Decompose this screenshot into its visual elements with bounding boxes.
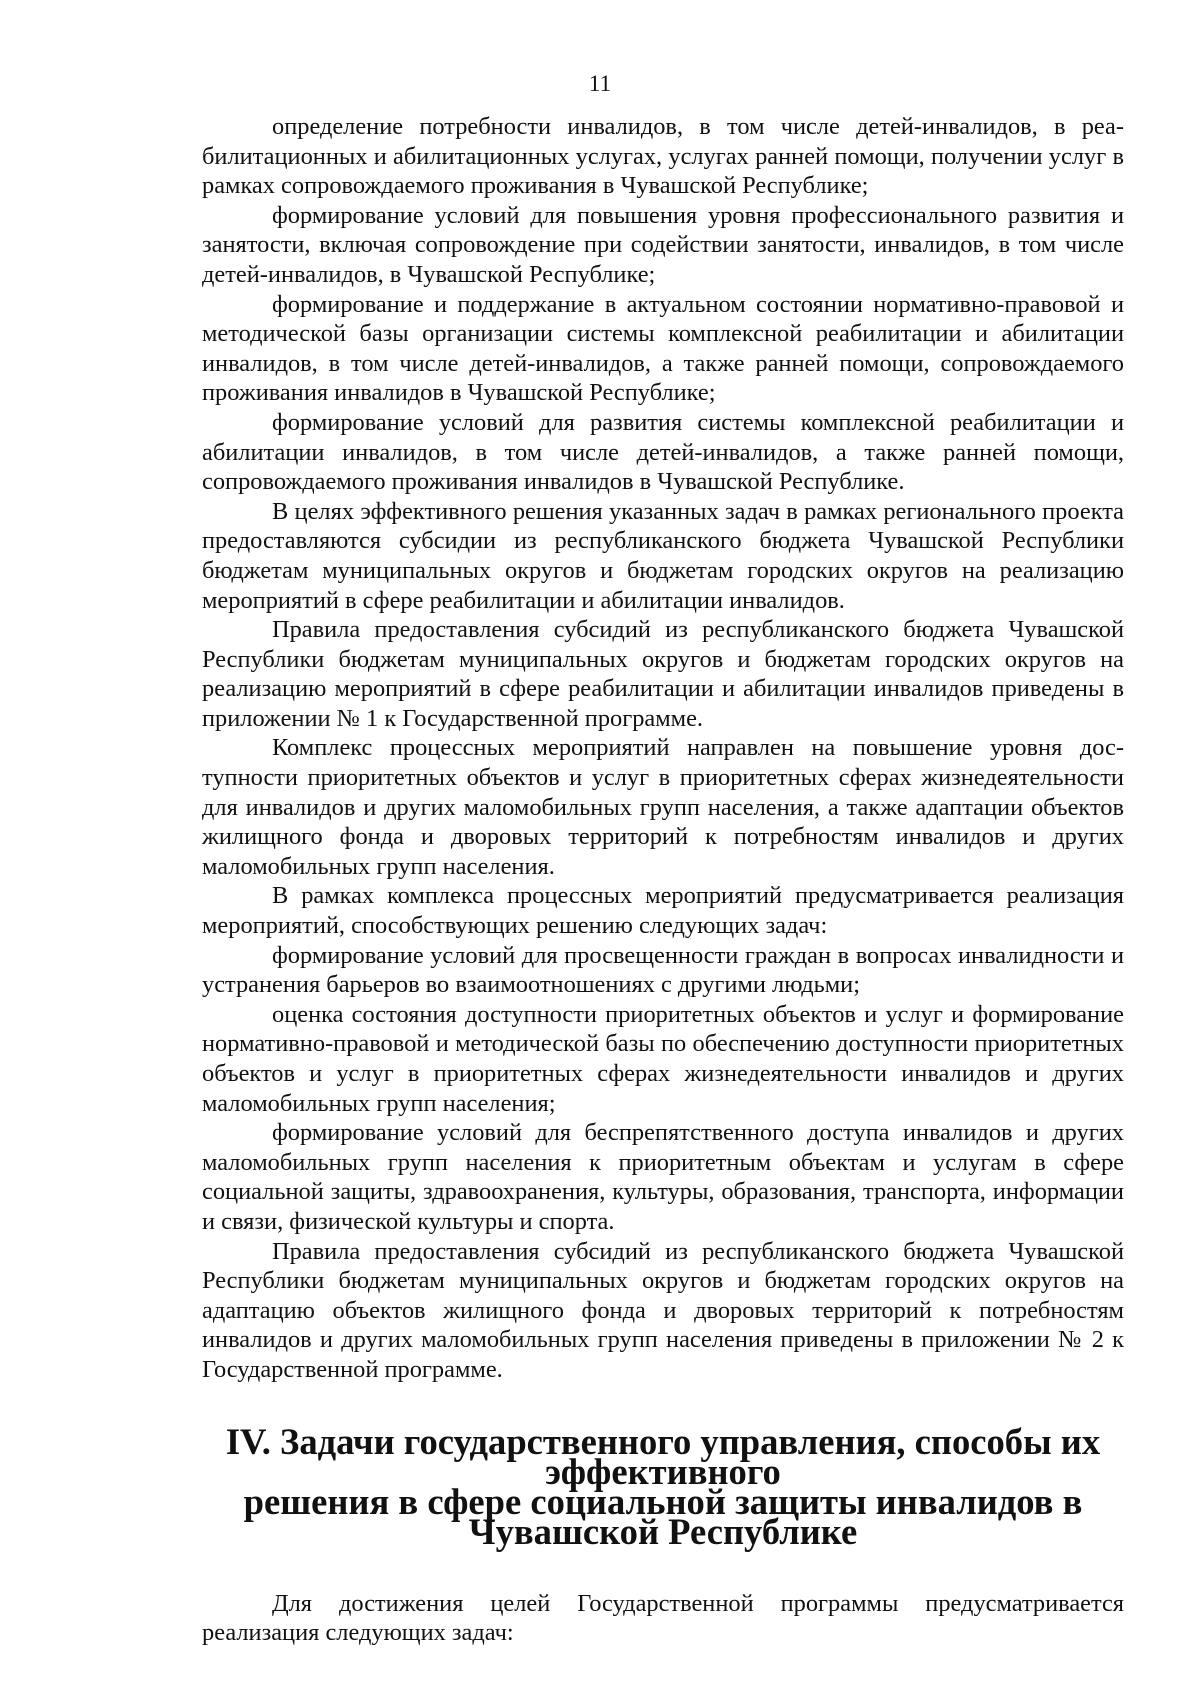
paragraph: формирование условий для беспрепятственного доступа инвалидов и других маломобильных групп населения к приоритетным объектам и услугам в сфере социальной защиты, здравоохранения, культуры, образования, транспорта, информации и связи, физической культуры и спорта. [202, 1119, 1124, 1235]
paragraph: Правила предоставления субсидий из республиканского бюджета Чувашской Республики бюджетам муниципальных округов и бюджетам городских округов на реализацию мероприятий в сфере реабилитации и абилитации инвалидов приведены в приложении № 1 к Государственной программе. [202, 616, 1124, 732]
paragraph: оценка состояния доступности приоритетных объектов и услуг и формирование нормативно-правовой и методической базы по обеспечению доступности приоритетных объектов и услуг в приоритетных сферах жизнедеятельности инвалидов и других маломобильных групп населения; [202, 1000, 1124, 1117]
paragraph: Комплекс процессных мероприятий направлен на повышение уровня доступности приоритетных объектов и услуг в приоритетных сферах жизнедеятельности для инвалидов и других маломобильных групп населения, а также адаптации объектов жилищного фонда и дворовых территорий к потребностям инвалидов и других маломобильных групп населения. [202, 734, 1124, 880]
document-body [202, 112, 1124, 1648]
paragraph: формирование условий для повышения уровня профессионального развития и занятости, включая сопровождение при содействии занятости, инвалидов, в том числе детей-инвалидов, в Чувашской Республике; [202, 201, 1124, 288]
paragraph: Правила предоставления субсидий из республиканского бюджета Чувашской Республики бюджетам муниципальных округов и бюджетам городских округов на адаптацию объектов жилищного фонда и дворовых территорий к потребностям инвалидов и других маломобильных групп населения приведены в приложении № 2 к Государственной программе. [202, 1237, 1124, 1383]
section-heading-line: решения в сфере социальной защиты инвалидов в Чувашской Республике [243, 1480, 1083, 1552]
paragraph: В рамках комплекса процессных мероприятий предусматривается реализация мероприятий, способствующих решению следующих задач: [202, 882, 1124, 940]
paragraph: определение потребности инвалидов, в том числе детей-инвалидов, в реабилитационных и абилитационных услугах, услугах ранней помощи, получении услуг в рамках сопровождаемого проживания в Чувашской Республике; [202, 113, 1124, 200]
paragraph: формирование условий для просвещенности граждан в вопросах инвалидности и устранения барьеров во взаимоотношениях с другими людьми; [202, 941, 1124, 999]
paragraph: Для достижения целей Государственной программы предусматривается реализация следующих задач: [202, 1589, 1124, 1647]
section-heading-line: IV. Задачи государственного управления, способы их эффективного [225, 1420, 1101, 1492]
paragraph: формирование условий для развития системы комплексной реабилитации и абилитации инвалидов, в том числе детей-инвалидов, а также ранней помощи, сопровождаемого проживания инвалидов в Чувашской Республике. [202, 408, 1124, 496]
paragraph: В целях эффективного решения указанных задач в рамках регионального проекта предоставляются субсидии из республиканского бюджета Чувашской Республики бюджетам муниципальных округов и бюджетам городских округов на реализацию мероприятий в сфере реабилитации и абилитации инвалидов. [202, 497, 1124, 614]
paragraph: формирование и поддержание в актуальном состоянии нормативно-правовой и методической базы организации системы комплексной реабилитации и абилитации инвалидов, в том числе детей-инвалидов, а также ранней помощи, сопровождаемого проживания инвалидов в Чувашской Республике; [202, 290, 1124, 407]
page-number: 11 [588, 71, 612, 96]
section-heading [202, 1420, 1124, 1552]
